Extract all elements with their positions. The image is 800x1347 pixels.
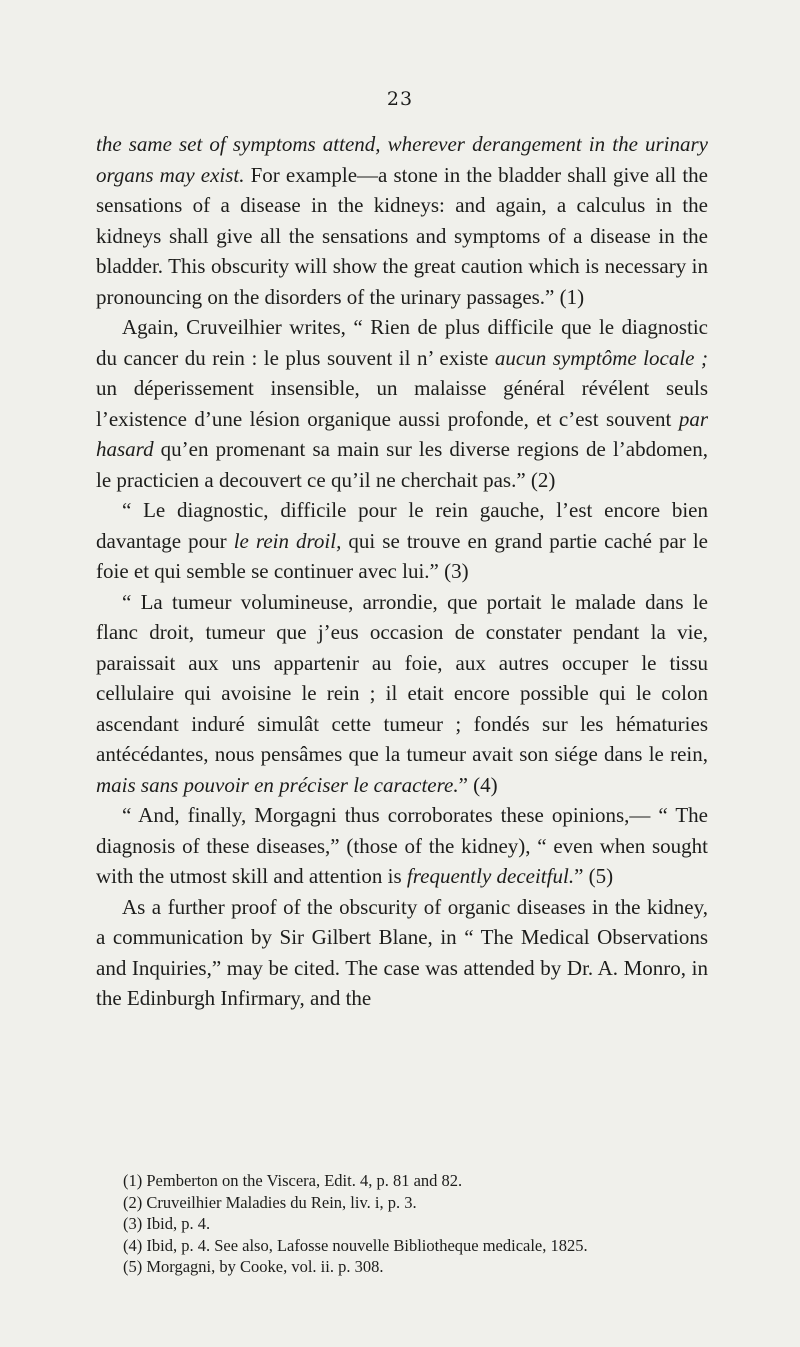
text-run: As a further proof of the obscurity of organic diseases in the kidney, a communication by Sir Gilbert Blane, in “ The Medical Observations and Inquiries,” may be cited. The case was attended by Dr. A. Monro, in the Edinburgh Infirmary, and the <box>96 894 708 1010</box>
paragraph-5 <box>96 800 708 892</box>
italic-phrase: frequently deceitful. <box>406 864 575 888</box>
italic-phrase: par hasard <box>96 406 708 461</box>
footnotes <box>123 1170 723 1278</box>
footnote-2: (2) Cruveilhier Maladies du Rein, liv. i, p. 3. <box>123 1192 417 1212</box>
text-run: ” (4) <box>458 772 498 797</box>
text-run: un déperissement insensible, un malaisse général révélent seuls l’existence d’une lésion organique aussi profonde, et c’est souvent <box>96 376 708 431</box>
text-run: Again, Cruveilhier writes, “ Rien de plus difficile que le diagnostic du cancer du rein : le plus souvent il n’ existe <box>96 315 708 370</box>
italic-phrase: le rein droil, <box>233 528 342 553</box>
text-run: qu’en promenant sa main sur les diverse regions de l’abdomen, le practicien a decouvert ce qu’il ne cherchait pas.” (2) <box>96 437 708 492</box>
page-number: 23 <box>386 88 414 110</box>
italic-phrase: the same set of symptoms attend, wherever derangement in the urinary organs may exist. <box>96 132 708 187</box>
text-run: For example—a stone in the bladder shall give all the sensations of a disease in the kidneys: and again, a calculus in the kidneys shall give all the sensations and symptoms of a disease in the bladder. This obscurity will show the great caution which is necessary in pronouncing on the disorders of the urinary passages.” (1) <box>96 162 708 309</box>
paragraph-1 <box>96 129 708 312</box>
body-text <box>96 129 708 1014</box>
text-run: “ Le diagnostic, difficile pour le rein gauche, l’est encore bien davantage pour <box>96 498 708 553</box>
paragraph-6 <box>96 892 708 1014</box>
footnote-1: (1) Pemberton on the Viscera, Edit. 4, p. 81 and 82. <box>123 1171 463 1190</box>
text-run: “ La tumeur volumineuse, arrondie, que portait le malade dans le flanc droit, tumeur que j’eus occasion de constater pendant la vie, paraissait aux uns appartenir au foie, aux autres occuper le tissu cellulaire qui avoisine le rein ; il etait encore possible qui le colon ascendant induré simulât cette tumeur ; fondés sur les hématuries antécédantes, nous pensâmes que la tumeur avait son siége dans le rein, <box>96 589 708 766</box>
paragraph-2 <box>96 312 708 495</box>
text-run: ” (5) <box>574 864 614 888</box>
paragraph-4 <box>96 587 708 801</box>
footnote-3: (3) Ibid, p. 4. <box>123 1214 211 1233</box>
footnote-4: (4) Ibid, p. 4. See also, Lafosse nouvelle Bibliotheque medicale, 1825. <box>123 1235 588 1255</box>
footnote-5: (5) Morgagni, by Cooke, vol. ii. p. 308. <box>123 1257 384 1276</box>
text-run: qui se trouve en grand partie caché par le foie et qui semble se continuer avec lui.” (3) <box>96 528 708 583</box>
text-run: “ And, finally, Morgagni thus corroborates these opinions,— “ The diagnosis of these diseases,” (those of the kidney), “ even when sought with the utmost skill and attention is <box>96 803 708 888</box>
italic-phrase: aucun symptôme locale ; <box>494 345 708 370</box>
paragraph-3 <box>96 495 708 587</box>
italic-phrase: mais sans pouvoir en préciser le caractere. <box>96 772 459 797</box>
